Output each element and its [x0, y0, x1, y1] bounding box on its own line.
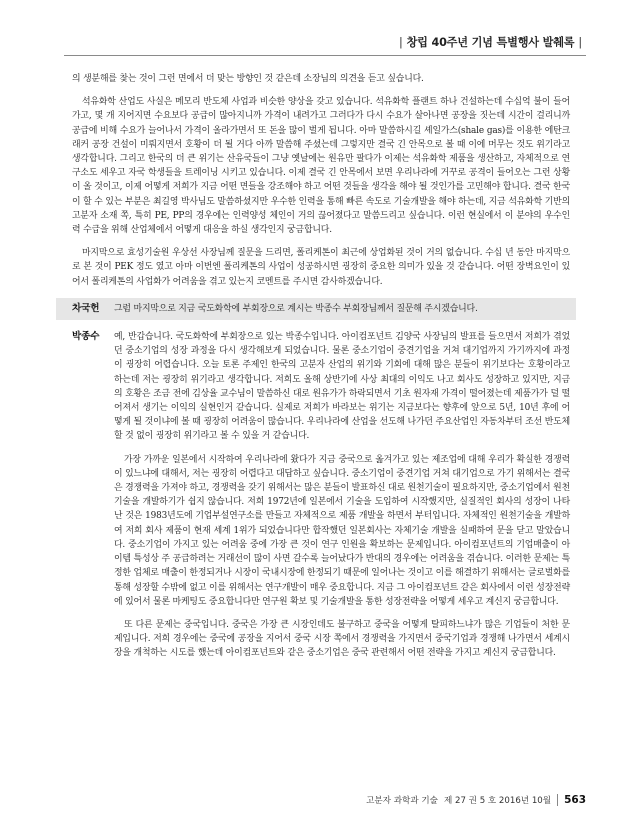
moderator-name: 차국헌: [72, 302, 100, 314]
header-rule: [64, 55, 586, 56]
paragraph: 석유화학 산업도 사실은 메모리 반도체 사업과 비슷한 양상을 갖고 있습니다. 석유화학 플랜트 하나 건설하는데 수십억 불이 들어가고, 몇 개 지어지면 수요보다 공급이 많아지니까 가격이 내려가고 그러다가 다시 수요가 살아나면 공장을 짓는데 시간이 걸리니까 공급에 비해 수요가 늘어나서 가격이 올라가면서 또 돈을 많이 벌게 됩니다. 아마 말씀하시길 셰일가스(shale gas)를 이용한 에탄크래커 공장 건설이 미뤄지면서 호황이 더 될 거다 아까 말씀해 주셨는데 그렇지만 결국 긴 안목으로 볼 때 이에 머무는 것도 위기라고 생각합니다. 그리고 한국의 더 큰 위기는 산유국들이 그냥 옛날에는 원유만 팔다가 이제는 석유화학 제품을 생산하고, 자체적으로 연구소도 세우고 자국 학생들을 트레이닝 시키고 있습니다. 이제 결국 긴 안목에서 보면 우리나라에 거꾸로 공격이 들어오는 그런 상황이 올 것이고, 이제 어떻게 저희가 지금 어떤 면들을 강조해야 하고 어떤 것들을 생각을 해야 될 것인가를 고민해야 합니다. 결국 한국이 할 수 있는 부분은 최길영 박사님도 말씀하셨지만 우수한 인력을 통해 빠른 속도로 기술개발을 해야 하는데, 지금 석유화학 기반의 고분자 소재 쪽, 특히 PE, PP의 경우에는 인력양성 체인이 거의 끊어졌다고 말씀드리고 싶습니다. 이런 현실에서 이 분야의 우수인력 수급을 위해 산업체에서 어떻게 대응을 하실 생각인지 궁금합니다.: [72, 97, 570, 236]
page-footer: [366, 794, 586, 806]
paragraph: 의 생분해를 찾는 것이 그런 면에서 더 맞는 방향인 것 같은데 소장님의 의견을 듣고 싶습니다.: [72, 74, 424, 84]
article-body: [72, 72, 570, 670]
speaker-name: 박종수: [72, 331, 100, 343]
issue-info: 제 27 권 5 호 2016년 10월: [443, 796, 552, 806]
page-number: 563: [564, 794, 586, 806]
moderator-text: 그럼 마지막으로 지금 국도화학에 부회장으로 계시는 박종수 부회장님께서 질문해 주시겠습니다.: [114, 303, 478, 314]
section-title-text: 창립 40주년 기념 특별행사 발췌록: [406, 36, 575, 49]
footer-divider: [557, 794, 558, 806]
answer-paragraph: 예, 반갑습니다. 국도화학에 부회장으로 있는 박종수입니다. 아이컴포넌트 김양국 사장님의 발표를 들으면서 저희가 겪었던 중소기업의 성장 과정을 다시 생각해보게 되었습니다. 물론 중소기업이 중견기업을 거쳐 대기업까지 가기까지에 과정이 굉장히 어렵습니다. 오늘 토론 주제인 한국의 고분자 산업의 위기와 기회에 대해 많은 분들이 위기보다는 호황이라고 하는데 저는 굉장히 위기라고 생각합니다. 저희도 올해 상반기에 사상 최대의 이익도 나고 회사도 성장하고 있지만, 지금의 호황은 조금 전에 김상율 교수님이 말씀하신 대로 원유가가 하락되면서 기초 원자재 가격이 떨어졌는데 제품가가 덜 떨어져서 생기는 이익의 실현인거 같습니다. 실제로 저희가 바라보는 위기는 지금보다는 향후에 앞으로 5년, 10년 후에 어떻게 될 것이냐에 볼 때 굉장히 어려움이 많습니다. 우리나라에 산업을 선도해 나가던 주요산업인 자동차부터 조선 반도체 할 것 없이 굉장히 위기라고 볼 수 있을 거 같습니다.: [114, 332, 570, 442]
moderator-box: [56, 298, 576, 320]
paragraph: 가장 가까운 일본에서 시작하여 우리나라에 왔다가 지금 중국으로 옮겨가고 있는 제조업에 대해 우리가 확실한 경쟁력이 있느냐에 대해서, 저는 굉장히 어렵다고 대답하고 싶습니다. 중소기업이 중견기업 거쳐 대기업으로 가기 위해서는 결국은 경쟁력을 가져야 하고, 경쟁력을 갖기 위해서는 많은 분들이 발표하신 대로 원천기술이 필요하지만, 중소기업에서 원천기술을 개발하기가 쉽지 않습니다. 저희 1972년에 일본에서 기술을 도입하여 시작했지만, 실질적인 회사의 성장이 나타난 것은 1983년도에 기업부설연구소를 만들고 자체적으로 제품 개발을 하면서 부터입니다. 자체적인 원천기술을 개발하여 저희 회사 제품이 현재 세계 1위가 되었습니다만 합작했던 일본회사는 자체기술 개발을 실패하여 문을 닫고 말았습니다. 중소기업이 가지고 있는 어려움 중에 가장 큰 것이 연구 인원을 확보하는 문제입니다. 아이컴포넌트의 기업매출이 아이템 특성상 주 공급하려는 거래선이 많이 사면 갈수록 늘어났다가 반대의 경우에는 어려움을 겪습니다. 이러한 문제는 특정한 업체로 매출이 한정되거나 시장이 국내시장에 한정되기 때문에 일어나는 것이고 이를 해결하기 위해서는 글로벌화를 통해 성장할 수밖에 없고 이를 위해서는 연구개발이 매우 중요합니다. 지금 그 아이컴포넌트 같은 회사에서 이런 성장전략에 있어서 물론 마케팅도 중요합니다만 연구원 확보 및 기술개발을 통한 성장전략을 어떻게 세우고 계신지 궁금합니다.: [114, 454, 570, 607]
paragraph: 또 다른 문제는 중국입니다. 중국은 가장 큰 시장인데도 불구하고 중국을 어떻게 탈피하느냐가 많은 기업들이 처한 문제입니다. 저희 경우에는 중국에 공장을 지어서 중국 시장 쪽에서 경쟁력을 가지면서 중국기업과 경쟁해 나가면서 세계시장을 개척하는 시도를 했는데 아이컴포넌트와 같은 중소기업은 중국 관련해서 어떤 전략을 가지고 계신지 궁금합니다.: [114, 619, 570, 659]
paragraph: 마지막으로 효성기술원 우상선 사장님께 질문을 드리면, 폴리케톤이 최근에 상업화된 것이 거의 없습니다. 수십 년 동안 마지막으로 본 것이 PEK 정도 였고 아마 이번엔 폴리케톤의 사업이 성공하시면 굉장히 중요한 의미가 있을 것 같습니다. 어떤 장벽요인이 있어서 폴리케톤의 사업화가 어려움을 겪고 있는지 코멘트를 주시면 감사하겠습니다.: [72, 248, 570, 287]
page-header: [0, 0, 622, 56]
answer-first: [72, 330, 570, 444]
section-title: | 창립 40주년 기념 특별행사 발췌록 |: [399, 36, 582, 49]
answer-continued: [72, 453, 570, 661]
journal-name: 고분자 과학과 기술: [366, 796, 438, 806]
